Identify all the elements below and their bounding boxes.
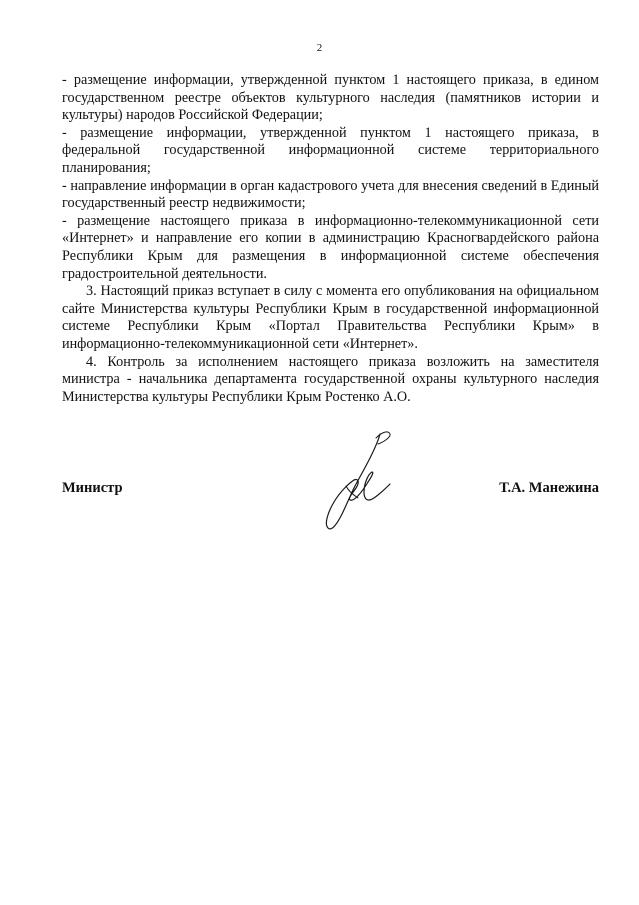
paragraph-bullet-1: - размещение информации, утвержденной пунктом 1 настоящего приказа, в едином государственном реестре объектов культурного наследия (памятников истории и культуры) народов Российской Федерации; — [62, 72, 599, 124]
signer-name: Т.А. Манежина — [499, 480, 599, 496]
paragraph-item-3: 3. Настоящий приказ вступает в силу с момента его опубликования на официальном сайте Министерства культуры Республики Крым в государственной информационной системе Республики Крым «Портал Правительства Республики Крым» в информационно-телекоммуникационной сети «Интернет». — [62, 283, 599, 352]
paragraph-bullet-2: - размещение информации, утвержденной пунктом 1 настоящего приказа, в федеральной государственной информационной системе территориального планирования; — [62, 124, 599, 176]
handwritten-signature — [318, 428, 398, 538]
signer-title: Министр — [62, 480, 123, 496]
document-body — [62, 72, 599, 406]
paragraph-bullet-4: - размещение настоящего приказа в информационно-телекоммуникационной сети «Интернет» и направление его копии в администрацию Красногвардейского района Республики Крым для размещения в информационной системе обеспечения градостроительной деятельности. — [62, 212, 599, 282]
page-number: 2 — [316, 42, 323, 54]
paragraph-item-4: 4. Контроль за исполнением настоящего приказа возложить на заместителя министра - начальника департамента государственной охраны культурного наследия Министерства культуры Республики Крым Ростенко А.О. — [62, 353, 599, 405]
paragraph-bullet-3: - направление информации в орган кадастрового учета для внесения сведений в Единый государственный реестр недвижимости; — [62, 177, 599, 212]
